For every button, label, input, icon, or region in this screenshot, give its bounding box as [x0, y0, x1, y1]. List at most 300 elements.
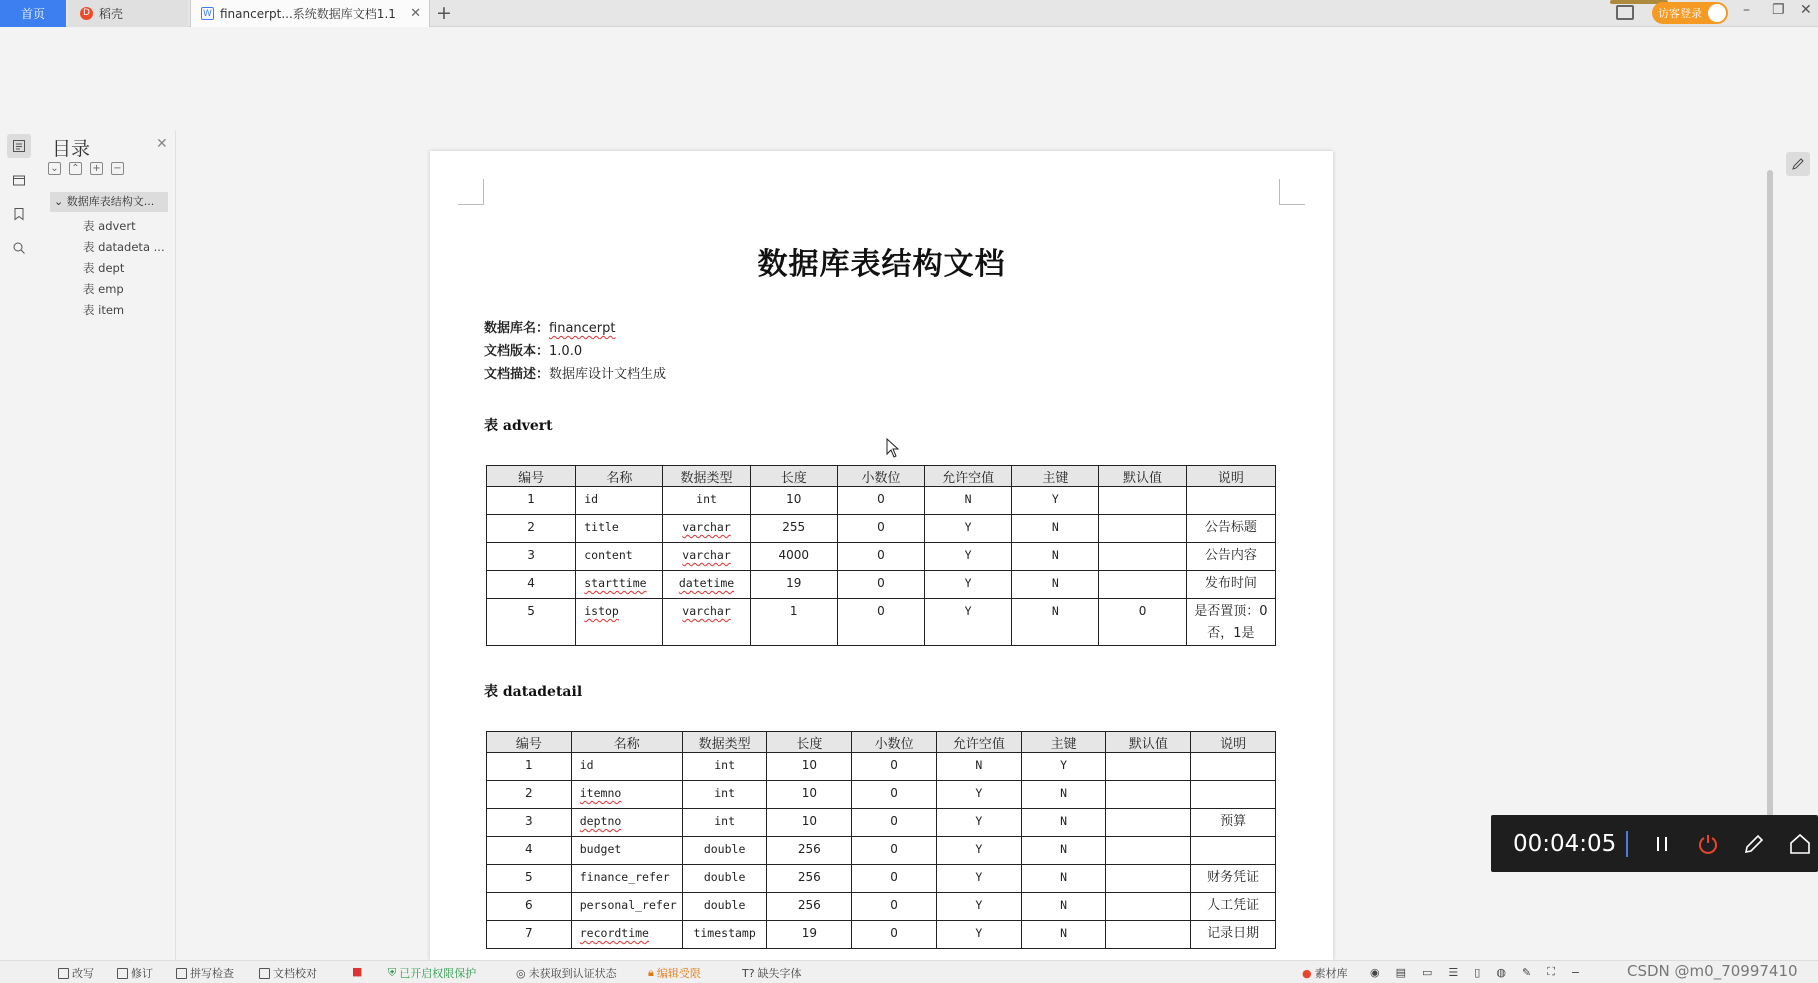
- cell-text: 5: [527, 604, 535, 618]
- cell-text: N: [1060, 786, 1068, 800]
- table-cell: [936, 893, 1021, 921]
- daoke-icon: D: [80, 7, 93, 20]
- column-header: 编号: [487, 732, 572, 753]
- collapse-all-icon[interactable]: −: [111, 162, 124, 175]
- meta-version: [484, 340, 582, 359]
- expand-level-icon[interactable]: ⌄: [48, 162, 61, 175]
- cell-text: int: [696, 492, 717, 506]
- cell-text: id: [579, 758, 594, 772]
- table-cell: [1106, 921, 1191, 949]
- column-header: 允许空值: [936, 732, 1021, 753]
- table-cell: [1186, 487, 1275, 515]
- status-proofread[interactable]: [259, 965, 317, 981]
- table-cell: [571, 781, 682, 809]
- cell-text: 10: [801, 786, 817, 800]
- table-cell: [576, 515, 663, 543]
- cell-text: double: [703, 842, 746, 856]
- cell-text: Y: [975, 786, 983, 800]
- cell-text: int: [714, 814, 735, 828]
- cell-text: Y: [975, 870, 983, 884]
- writer-doc-icon: W: [201, 7, 214, 20]
- status-revision[interactable]: [117, 965, 153, 981]
- cell-text: int: [714, 758, 735, 772]
- meta-description: [484, 363, 666, 382]
- table-cell: [1191, 893, 1276, 921]
- cell-text: 19: [801, 926, 817, 940]
- toc-item[interactable]: 表 advert: [83, 219, 136, 233]
- cell-text: 3: [525, 814, 533, 828]
- home-icon: [1788, 832, 1812, 856]
- column-header: 数据类型: [682, 732, 767, 753]
- table-cell: [682, 921, 767, 949]
- pen-icon: [1791, 157, 1805, 171]
- table-row: [487, 865, 1276, 893]
- watermark: CSDN @m0_70997410: [1627, 962, 1798, 980]
- cell-text: starttime: [584, 576, 647, 590]
- table-cell: [1021, 837, 1106, 865]
- column-header: 小数位: [837, 466, 924, 487]
- cell-text: 0: [1138, 604, 1147, 618]
- table-cell: [1191, 837, 1276, 865]
- meta-db-name: [484, 317, 616, 336]
- avatar: [1708, 4, 1726, 22]
- column-header: 小数位: [852, 732, 937, 753]
- close-icon[interactable]: ✕: [410, 6, 421, 21]
- annotate-button[interactable]: [1742, 832, 1766, 856]
- table-cell: [767, 837, 852, 865]
- search-button[interactable]: [7, 236, 31, 260]
- table-cell: [571, 837, 682, 865]
- checkbox-icon: [117, 968, 128, 979]
- toc-root-item[interactable]: ⌄ 数据库表结构文...: [50, 192, 168, 212]
- cell-text: Y: [975, 898, 983, 912]
- cell-text: N: [1060, 898, 1068, 912]
- table-cell: [750, 599, 837, 646]
- cell-text: Y: [964, 604, 972, 618]
- cell-text: istop: [584, 604, 619, 618]
- cell-text: 4000: [778, 548, 810, 562]
- recorder-level: [1626, 831, 1628, 857]
- cell-text: 0: [877, 548, 885, 562]
- meta-value: 1.0.0: [549, 344, 583, 359]
- cell-text: 256: [797, 842, 821, 856]
- cell-text: timestamp: [693, 926, 756, 940]
- scroll-thumb[interactable]: [1767, 170, 1773, 830]
- status-edit-restricted[interactable]: [648, 965, 701, 981]
- table-cell: [1191, 781, 1276, 809]
- table-cell: [487, 837, 572, 865]
- table-cell: [767, 921, 852, 949]
- table-cell: [1186, 515, 1275, 543]
- toc-item[interactable]: 表 emp: [83, 282, 124, 296]
- cell-text: 0: [877, 492, 885, 506]
- cell-text: 19: [786, 576, 802, 590]
- table-cell: [1106, 865, 1191, 893]
- table-cell: [852, 781, 937, 809]
- table-cell: [767, 781, 852, 809]
- cell-text: N: [964, 492, 972, 506]
- cell-text: varchar: [682, 604, 731, 618]
- shield-icon: ⛨: [388, 966, 397, 979]
- cell-text: 0: [877, 604, 885, 618]
- table-cell: [1021, 921, 1106, 949]
- table-cell: [571, 865, 682, 893]
- tab-document[interactable]: [190, 0, 430, 27]
- table-cell: [1106, 893, 1191, 921]
- web-view-icon[interactable]: ◍: [1496, 965, 1506, 979]
- tab-home-label: 首页: [20, 7, 45, 21]
- cell-text: 1: [789, 604, 798, 618]
- cell-text: varchar: [682, 548, 731, 562]
- table-cell: [936, 865, 1021, 893]
- table-cell: [750, 571, 837, 599]
- cell-text: itemno: [579, 786, 622, 800]
- table-cell: [1186, 571, 1275, 599]
- cell-text: Y: [975, 814, 983, 828]
- cell-text: 4: [527, 576, 535, 590]
- cell-text: 2: [525, 786, 533, 800]
- table-cell: [936, 781, 1021, 809]
- restore-icon[interactable]: ❐: [1772, 2, 1785, 18]
- edit-tool-button[interactable]: [1786, 152, 1810, 176]
- table-cell: [852, 921, 937, 949]
- table-cell: [936, 921, 1021, 949]
- margin-corner: [1279, 179, 1305, 205]
- table-cell: [767, 809, 852, 837]
- table-cell: [487, 753, 572, 781]
- cell-text: id: [584, 492, 599, 506]
- status-overwrite[interactable]: [58, 965, 94, 981]
- record-dot-icon[interactable]: ■: [352, 965, 363, 978]
- document-title: 数据库表结构文档: [757, 247, 1006, 282]
- status-auth[interactable]: [516, 965, 617, 981]
- column-header: 编号: [487, 466, 576, 487]
- cell-text: 0: [890, 842, 898, 856]
- cell-text: recordtime: [579, 926, 649, 940]
- table-cell: [1191, 865, 1276, 893]
- table-cell: [767, 893, 852, 921]
- table-cell: [1021, 865, 1106, 893]
- stop-button[interactable]: [1696, 832, 1720, 856]
- table-cell: [936, 753, 1021, 781]
- cell-text: 0: [877, 576, 885, 590]
- table-cell: [1099, 543, 1186, 571]
- eye-icon[interactable]: ◉: [1370, 965, 1380, 979]
- table-cell: [487, 781, 572, 809]
- cell-text: 6: [525, 898, 533, 912]
- table-cell: [837, 515, 924, 543]
- table-cell: [682, 865, 767, 893]
- table-cell: [837, 599, 924, 646]
- toc-toolbar: [48, 162, 124, 175]
- table-row: [487, 753, 1276, 781]
- table-cell: [852, 865, 937, 893]
- checkbox-icon: [259, 968, 270, 979]
- table-cell: [1021, 781, 1106, 809]
- cell-text: 是否置顶：0 否，1是: [1194, 604, 1268, 641]
- column-header: 允许空值: [925, 466, 1012, 487]
- cell-text: N: [1060, 814, 1068, 828]
- table-datadetail: [486, 731, 1276, 949]
- status-label: 修订: [131, 967, 153, 980]
- toc-item[interactable]: 表 datadeta ...: [83, 240, 165, 254]
- cell-text: 255: [782, 520, 806, 534]
- meta-label: 数据库名：: [484, 321, 550, 336]
- table-cell: [750, 515, 837, 543]
- table-cell: [936, 837, 1021, 865]
- cell-text: 0: [890, 758, 898, 772]
- tab-home[interactable]: [0, 0, 66, 27]
- table-cell: [682, 837, 767, 865]
- cell-text: 人工凭证: [1207, 898, 1260, 913]
- view-modes: [1370, 965, 1580, 979]
- status-missing-font[interactable]: [742, 965, 802, 981]
- meta-value: financerpt: [549, 321, 616, 336]
- cell-text: Y: [975, 926, 983, 940]
- table-cell: [571, 753, 682, 781]
- home-button[interactable]: [1788, 832, 1812, 856]
- table-cell: [1186, 543, 1275, 571]
- chapter-nav-button[interactable]: [7, 168, 31, 192]
- column-header: 主键: [1021, 732, 1106, 753]
- table-cell: [571, 809, 682, 837]
- table-cell: [1191, 921, 1276, 949]
- table-cell: [852, 753, 937, 781]
- table-cell: [576, 571, 663, 599]
- cell-text: 发布时间: [1204, 576, 1257, 591]
- table-cell: [925, 487, 1012, 515]
- lock-icon: 🔒︎: [648, 966, 654, 979]
- cell-text: budget: [579, 842, 622, 856]
- table-cell: [750, 487, 837, 515]
- cell-text: double: [703, 898, 746, 912]
- table-cell: [852, 893, 937, 921]
- cell-text: int: [714, 786, 735, 800]
- table-cell: [1099, 487, 1186, 515]
- cell-text: 7: [525, 926, 533, 940]
- font-icon: T?: [742, 966, 755, 980]
- column-header: 默认值: [1106, 732, 1191, 753]
- cell-text: 0: [890, 926, 898, 940]
- cell-text: title: [584, 520, 619, 534]
- pen-icon: [1743, 833, 1765, 855]
- column-header: 主键: [1012, 466, 1099, 487]
- table-cell: [936, 809, 1021, 837]
- table-cell: [1106, 781, 1191, 809]
- table-row: [487, 921, 1276, 949]
- tab-bar: [0, 0, 1818, 27]
- bookmark-icon: [12, 207, 26, 221]
- toc-item[interactable]: 表 item: [83, 303, 125, 317]
- layout-icon[interactable]: [1616, 5, 1634, 20]
- table-row: [487, 515, 1276, 543]
- table-cell: [767, 865, 852, 893]
- toc-root-label: 数据库表结构文...: [66, 195, 155, 208]
- document-page[interactable]: [430, 151, 1333, 960]
- cell-text: 公告内容: [1204, 548, 1257, 563]
- cell-text: N: [1051, 604, 1059, 618]
- status-protect[interactable]: [388, 965, 476, 981]
- collapse-level-icon[interactable]: ⌃: [69, 162, 82, 175]
- table-cell: [487, 893, 572, 921]
- cell-text: 10: [801, 758, 817, 772]
- column-header: 数据类型: [663, 466, 750, 487]
- bookmark-button[interactable]: [7, 202, 31, 226]
- cell-text: Y: [964, 548, 972, 562]
- table-cell: [1099, 515, 1186, 543]
- new-tab-icon[interactable]: +: [436, 2, 452, 24]
- status-material[interactable]: [1302, 965, 1348, 981]
- cell-text: 10: [801, 814, 817, 828]
- table-row: [487, 599, 1276, 646]
- table-cell: [487, 571, 576, 599]
- margin-corner: [458, 179, 484, 205]
- toc-title: 目录: [52, 138, 91, 160]
- table-cell: [1191, 809, 1276, 837]
- cell-text: 4: [525, 842, 533, 856]
- table-cell: [487, 809, 572, 837]
- pause-button[interactable]: [1650, 832, 1674, 856]
- table-cell: [576, 487, 663, 515]
- fit-icon[interactable]: ⛶: [1547, 965, 1555, 978]
- layout-icon[interactable]: ▤: [1395, 965, 1407, 979]
- cell-text: 0: [890, 786, 898, 800]
- recorder-time: 00:04:05: [1513, 830, 1617, 857]
- pen-icon[interactable]: ✎: [1521, 965, 1532, 979]
- toc-panel-button[interactable]: [7, 134, 31, 158]
- table-cell: [1012, 599, 1099, 646]
- status-label: 素材库: [1314, 967, 1348, 980]
- table-cell: [663, 543, 750, 571]
- table-cell: [925, 571, 1012, 599]
- column-header: 长度: [750, 466, 837, 487]
- cell-text: 公告标题: [1204, 520, 1257, 535]
- table-cell: [852, 809, 937, 837]
- minimize-icon[interactable]: –: [1743, 2, 1750, 18]
- cell-text: Y: [1051, 492, 1059, 506]
- table-cell: [1012, 543, 1099, 571]
- table-cell: [837, 543, 924, 571]
- page-view-icon[interactable]: ▭: [1422, 965, 1433, 979]
- status-label: 文档校对: [273, 967, 317, 980]
- outline-view-icon[interactable]: ☰: [1448, 965, 1459, 979]
- cell-text: 预算: [1220, 814, 1247, 829]
- pause-icon: [1654, 835, 1670, 853]
- meta-label: 文档描述：: [484, 367, 550, 382]
- table-cell: [925, 543, 1012, 571]
- cell-text: Y: [964, 576, 972, 590]
- table-cell: [487, 599, 576, 646]
- tab-daoke[interactable]: [68, 0, 188, 27]
- expand-all-icon[interactable]: +: [90, 162, 103, 175]
- table-cell: [1106, 809, 1191, 837]
- table-row: [487, 809, 1276, 837]
- read-view-icon[interactable]: ▯: [1474, 965, 1481, 979]
- cell-text: 10: [786, 492, 802, 506]
- table-row: [487, 781, 1276, 809]
- table-advert: [486, 465, 1276, 646]
- screen-recorder: [1491, 815, 1818, 872]
- cell-text: 1: [525, 758, 533, 772]
- cell-text: Y: [964, 520, 972, 534]
- cell-text: 0: [890, 870, 898, 884]
- status-spellcheck[interactable]: [176, 965, 234, 981]
- table-cell: [1099, 599, 1186, 646]
- toc-item[interactable]: 表 dept: [83, 261, 125, 275]
- table-cell: [1012, 515, 1099, 543]
- table-cell: [852, 837, 937, 865]
- column-header: 默认值: [1099, 466, 1186, 487]
- cell-text: deptno: [579, 814, 622, 828]
- table-cell: [682, 809, 767, 837]
- status-label: 改写: [72, 967, 94, 980]
- cell-text: 0: [877, 520, 885, 534]
- left-rail: [0, 130, 36, 960]
- cell-text: finance_refer: [579, 870, 670, 884]
- zoom-out-icon[interactable]: −: [1570, 965, 1581, 979]
- table-cell: [767, 753, 852, 781]
- close-icon[interactable]: ✕: [156, 136, 168, 152]
- cell-text: Y: [975, 842, 983, 856]
- table-cell: [837, 487, 924, 515]
- status-label: 缺失字体: [757, 967, 802, 980]
- table-cell: [682, 781, 767, 809]
- table-cell: [576, 543, 663, 571]
- table-cell: [663, 515, 750, 543]
- table-cell: [487, 487, 576, 515]
- cell-text: Y: [1060, 758, 1068, 772]
- cell-text: 256: [797, 870, 821, 884]
- table-cell: [576, 599, 663, 646]
- cell-text: double: [703, 870, 746, 884]
- cell-text: N: [1051, 548, 1059, 562]
- table-cell: [1191, 753, 1276, 781]
- table-cell: [682, 753, 767, 781]
- checkbox-icon: [58, 968, 69, 979]
- status-label: 拼写检查: [190, 967, 234, 980]
- cell-text: content: [584, 548, 633, 562]
- section-title-datadetail: 表 datadetail: [484, 684, 583, 700]
- table-cell: [1021, 809, 1106, 837]
- column-header: 说明: [1191, 732, 1276, 753]
- column-header: 名称: [576, 466, 663, 487]
- column-header: 名称: [571, 732, 682, 753]
- table-cell: [750, 543, 837, 571]
- outline-icon: [12, 139, 26, 153]
- table-cell: [1012, 487, 1099, 515]
- table-cell: [1099, 571, 1186, 599]
- meta-label: 文档版本：: [484, 344, 550, 359]
- tab-daoke-label: 稻壳: [99, 7, 124, 21]
- close-window-icon[interactable]: ✕: [1800, 2, 1812, 18]
- table-cell: [1106, 837, 1191, 865]
- table-cell: [487, 543, 576, 571]
- cell-text: 1: [527, 492, 535, 506]
- cell-text: personal_refer: [579, 898, 677, 912]
- cell-text: N: [1051, 576, 1059, 590]
- cell-text: 记录日期: [1207, 926, 1260, 941]
- cell-text: datetime: [678, 576, 735, 590]
- login-label: 访客登录: [1658, 7, 1702, 20]
- cell-text: N: [1060, 870, 1068, 884]
- table-header-row: [487, 466, 1276, 487]
- table-cell: [571, 893, 682, 921]
- search-icon: [12, 241, 26, 255]
- login-button[interactable]: [1652, 2, 1728, 24]
- table-cell: [487, 865, 572, 893]
- status-label: 已开启权限保护: [399, 967, 477, 980]
- table-cell: [663, 599, 750, 646]
